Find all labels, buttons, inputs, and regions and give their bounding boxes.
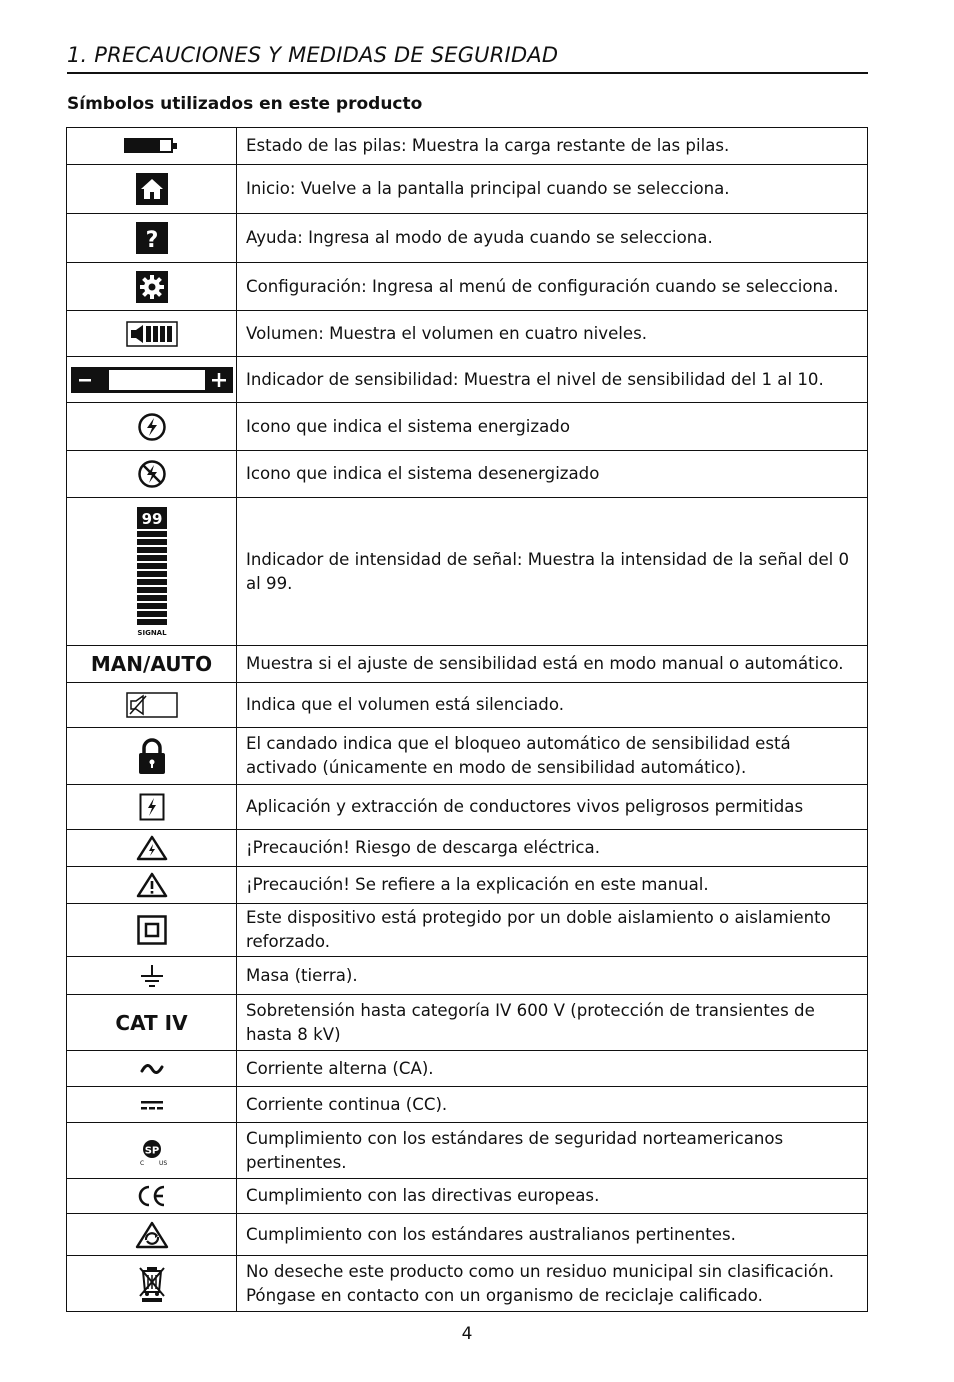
table-row — [67, 1214, 868, 1256]
row-description: Cumplimiento con los estándares australianos pertinentes. — [237, 1214, 868, 1256]
table-row — [67, 785, 868, 830]
rcm-icon — [135, 1221, 169, 1249]
table-row — [67, 646, 868, 683]
table-row — [67, 683, 868, 728]
row-description: Estado de las pilas: Muestra la carga restante de las pilas. — [237, 128, 868, 165]
svg-text:?: ? — [145, 228, 158, 253]
energized-icon — [137, 412, 167, 442]
row-description: Inicio: Vuelve a la pantalla principal cuando se selecciona. — [237, 165, 868, 214]
section-subtitle: Símbolos utilizados en este producto — [67, 94, 423, 114]
caution-icon — [136, 872, 168, 898]
row-description: Indica que el volumen está silenciado. — [237, 683, 868, 728]
row-description: Ayuda: Ingresa al modo de ayuda cuando se selecciona. — [237, 214, 868, 263]
row-description: Indicador de intensidad de señal: Muestra la intensidad de la señal del 0 al 99. — [237, 498, 868, 646]
gear-icon — [136, 271, 168, 303]
row-description: Corriente alterna (CA). — [237, 1051, 868, 1087]
table-row — [67, 995, 868, 1051]
svg-text:C: C — [139, 1159, 144, 1166]
table-row — [67, 1179, 868, 1214]
table-row — [67, 311, 868, 357]
weee-icon — [139, 1265, 165, 1303]
table-row — [67, 1123, 868, 1179]
row-description: Icono que indica el sistema desenergizado — [237, 451, 868, 498]
row-description: Volumen: Muestra el volumen en cuatro niveles. — [237, 311, 868, 357]
double-insulation-icon — [137, 915, 167, 945]
live-conductor-icon — [139, 793, 165, 821]
table-row — [67, 498, 868, 646]
lock-icon — [137, 737, 167, 775]
table-row — [67, 1256, 868, 1312]
csa-icon — [134, 1136, 170, 1166]
table-row — [67, 867, 868, 904]
row-description: No deseche este producto como un residuo municipal sin clasificación. Póngase en contacto con un organismo de reciclaje calificado. — [237, 1256, 868, 1312]
row-description: Masa (tierra). — [237, 957, 868, 995]
table-row — [67, 904, 868, 957]
table-row — [67, 451, 868, 498]
row-description: Cumplimiento con las directivas europeas. — [237, 1179, 868, 1214]
home-icon — [136, 173, 168, 205]
dc-icon — [140, 1098, 164, 1112]
page-number: 4 — [461, 1324, 473, 1344]
row-description: Indicador de sensibilidad: Muestra el nivel de sensibilidad del 1 al 10. — [237, 357, 868, 403]
table-row — [67, 728, 868, 785]
ac-icon — [140, 1062, 164, 1076]
cat-iv-label: CAT IV — [115, 1010, 188, 1035]
row-description: Aplicación y extracción de conductores vivos peligrosos permitidas — [237, 785, 868, 830]
table-row — [67, 403, 868, 451]
table-row — [67, 128, 868, 165]
table-row — [67, 1087, 868, 1123]
table-row — [67, 263, 868, 311]
row-description: ¡Precaución! Se refiere a la explicación en este manual. — [237, 867, 868, 904]
page-title: 1. PRECAUCIONES Y MEDIDAS DE SEGURIDAD — [67, 43, 559, 67]
ce-icon — [136, 1184, 168, 1208]
mute-icon — [126, 692, 178, 718]
signal-value: 99 — [141, 509, 162, 528]
de-energized-icon — [137, 459, 167, 489]
table-row — [67, 214, 868, 263]
row-description: Sobretensión hasta categoría IV 600 V (protección de transientes de hasta 8 kV) — [237, 995, 868, 1051]
row-description: Muestra si el ajuste de sensibilidad está en modo manual o automático. — [237, 646, 868, 683]
row-description: Cumplimiento con los estándares de seguridad norteamericanos pertinentes. — [237, 1123, 868, 1179]
row-description: Corriente continua (CC). — [237, 1087, 868, 1123]
shock-warning-icon — [136, 835, 168, 861]
svg-text:US: US — [158, 1159, 167, 1166]
table-row — [67, 957, 868, 995]
symbols-table — [66, 127, 868, 1312]
sensitivity-bar-icon — [71, 367, 233, 393]
row-description: Este dispositivo está protegido por un doble aislamiento o aislamiento reforzado. — [237, 904, 868, 957]
man-auto-label: MAN/AUTO — [90, 652, 213, 676]
help-icon — [136, 222, 168, 254]
row-description: ¡Precaución! Riesgo de descarga eléctrica. — [237, 830, 868, 867]
table-row — [67, 165, 868, 214]
row-description: Configuración: Ingresa al menú de configuración cuando se selecciona. — [237, 263, 868, 311]
ground-icon — [139, 963, 165, 989]
row-description: Icono que indica el sistema energizado — [237, 403, 868, 451]
row-description: El candado indica que el bloqueo automático de sensibilidad está activado (únicamente en modo de sensibilidad automático). — [237, 728, 868, 785]
signal-strength-icon — [135, 507, 169, 637]
volume-icon — [126, 321, 178, 347]
table-row — [67, 1051, 868, 1087]
table-row — [67, 357, 868, 403]
svg-text:SP: SP — [144, 1145, 159, 1156]
battery-icon — [124, 137, 180, 155]
signal-label: SIGNAL — [136, 628, 167, 637]
page-header — [67, 40, 868, 74]
table-row — [67, 830, 868, 867]
